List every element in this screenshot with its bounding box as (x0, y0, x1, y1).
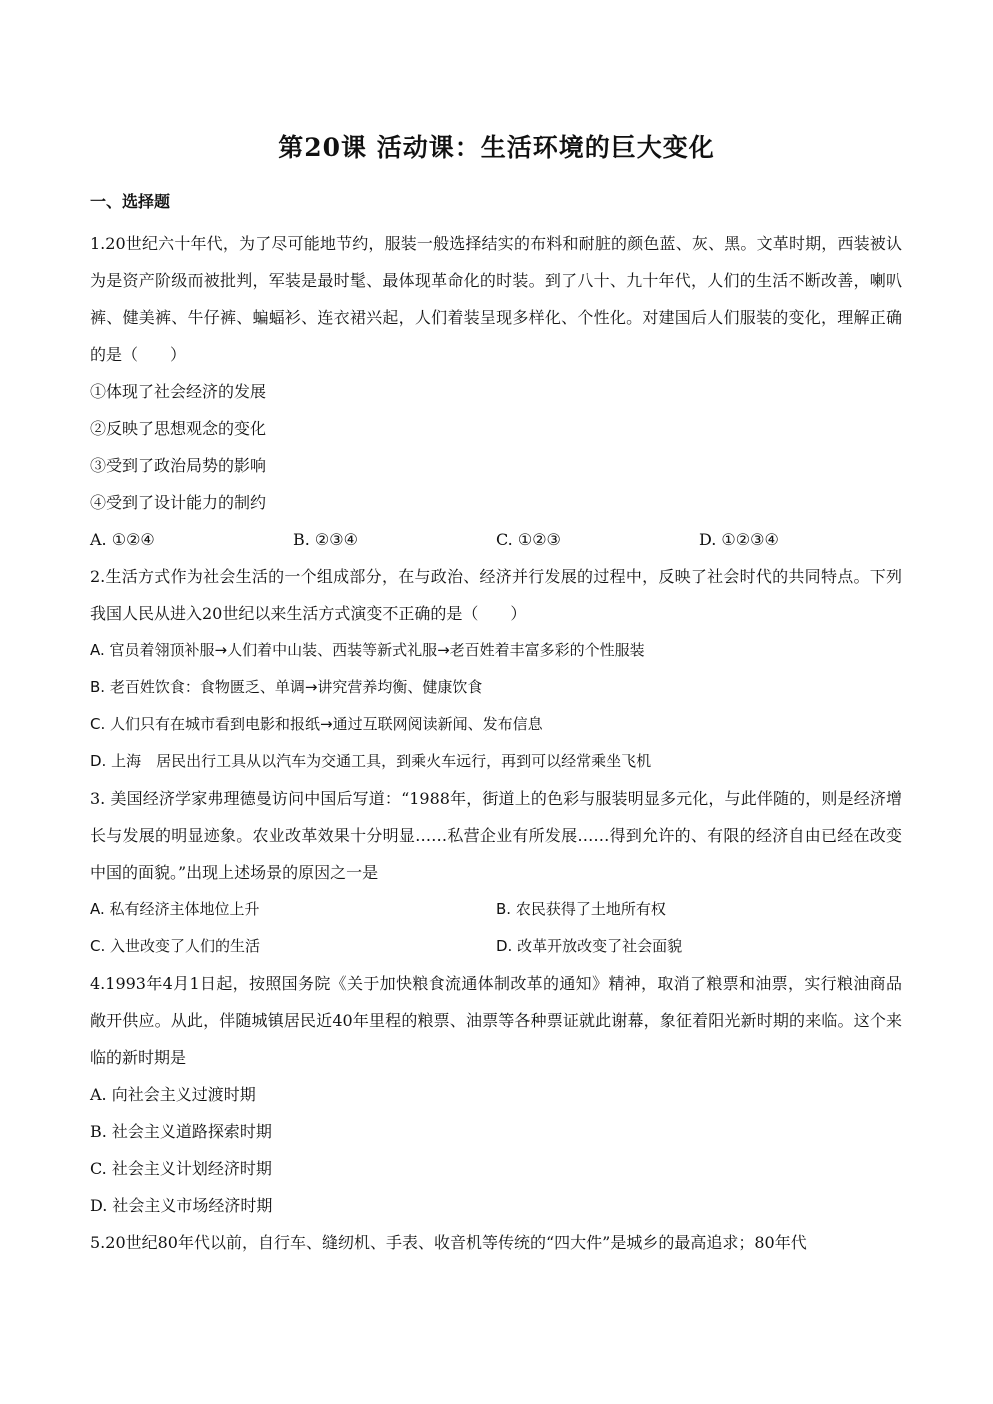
question-2-option-a[interactable]: A. 官员着翎顶补服→人们着中山装、西装等新式礼服→老百姓着丰富多彩的个性服装 (90, 641, 645, 659)
question-1-item-3: ③受到了政治局势的影响 (90, 456, 267, 475)
section-heading: 一、选择题 (90, 192, 171, 211)
question-1-option-c[interactable]: C. ①②③ (496, 530, 561, 549)
question-3-option-a[interactable]: A. 私有经济主体地位上升 (90, 900, 260, 918)
question-2-option-c[interactable]: C. 人们只有在城市看到电影和报纸→通过互联网阅读新闻、发布信息 (90, 715, 543, 733)
question-1-stem: 1.20世纪六十年代，为了尽可能地节约，服装一般选择结实的布料和耐脏的颜色蓝、灰、黑。文革时期，西装被认为是资产阶级而被批判，军装是最时髦、最体现革命化的时装。到了八十、九十年代，人们的生活不断改善，喇叭裤、健美裤、牛仔裤、蝙蝠衫、连衣裙兴起，人们着装呈现多样化、个性化。对建国后人们服装的变化，理解正确的是（ ） (90, 234, 902, 364)
question-3-option-c[interactable]: C. 入世改变了人们的生活 (90, 937, 261, 955)
question-1-option-d[interactable]: D. ①②③④ (699, 530, 779, 549)
question-2-stem: 2.生活方式作为社会生活的一个组成部分，在与政治、经济并行发展的过程中，反映了社会时代的共同特点。下列我国人民从进入20世纪以来生活方式演变不正确的是（ ） (90, 567, 902, 623)
question-5-stem: 5.20世纪80年代以前，自行车、缝纫机、手表、收音机等传统的“四大件”是城乡的最高追求；80年代 (90, 1233, 807, 1252)
question-3-stem: 3. 美国经济学家弗理德曼访问中国后写道：“1988年，街道上的色彩与服装明显多元化，与此伴随的，则是经济增长与发展的明显迹象。农业改革效果十分明显……私营企业有所发展……得到允许的、有限的经济自由已经在改变中国的面貌。”出现上述场景的原因之一是 (90, 789, 902, 882)
question-3-option-b[interactable]: B. 农民获得了土地所有权 (496, 900, 666, 918)
question-3-options-row-1 (90, 891, 902, 928)
page-title: 第20课 活动课：生活环境的巨大变化 (278, 133, 715, 162)
question-2-option-d[interactable]: D. 上海 居民出行工具从以汽车为交通工具，到乘火车远行，再到可以经常乘坐飞机 (90, 752, 652, 770)
question-4-option-d[interactable]: D. 社会主义市场经济时期 (90, 1196, 273, 1215)
question-1-options (90, 521, 902, 558)
question-1-item-4: ④受到了设计能力的制约 (90, 493, 267, 512)
question-3-options-row-2 (90, 928, 902, 965)
question-2-option-b[interactable]: B. 老百姓饮食：食物匮乏、单调→讲究营养均衡、健康饮食 (90, 678, 483, 696)
question-1-option-a[interactable]: A. ①②④ (90, 530, 155, 549)
question-1-item-1: ①体现了社会经济的发展 (90, 382, 267, 401)
question-3-option-d[interactable]: D. 改革开放改变了社会面貌 (496, 937, 683, 955)
question-4-option-c[interactable]: C. 社会主义计划经济时期 (90, 1159, 272, 1178)
question-4-stem: 4.1993年4月1日起，按照国务院《关于加快粮食流通体制改革的通知》精神，取消了粮票和油票，实行粮油商品敞开供应。从此，伴随城镇居民近40年里程的粮票、油票等各种票证就此谢幕，象征着阳光新时期的来临。这个来临的新时期是 (90, 974, 902, 1067)
question-list (90, 225, 902, 1261)
question-1-item-2: ②反映了思想观念的变化 (90, 419, 267, 438)
question-4-option-a[interactable]: A. 向社会主义过渡时期 (90, 1085, 256, 1104)
question-1-option-b[interactable]: B. ②③④ (293, 530, 358, 549)
question-4-option-b[interactable]: B. 社会主义道路探索时期 (90, 1122, 272, 1141)
